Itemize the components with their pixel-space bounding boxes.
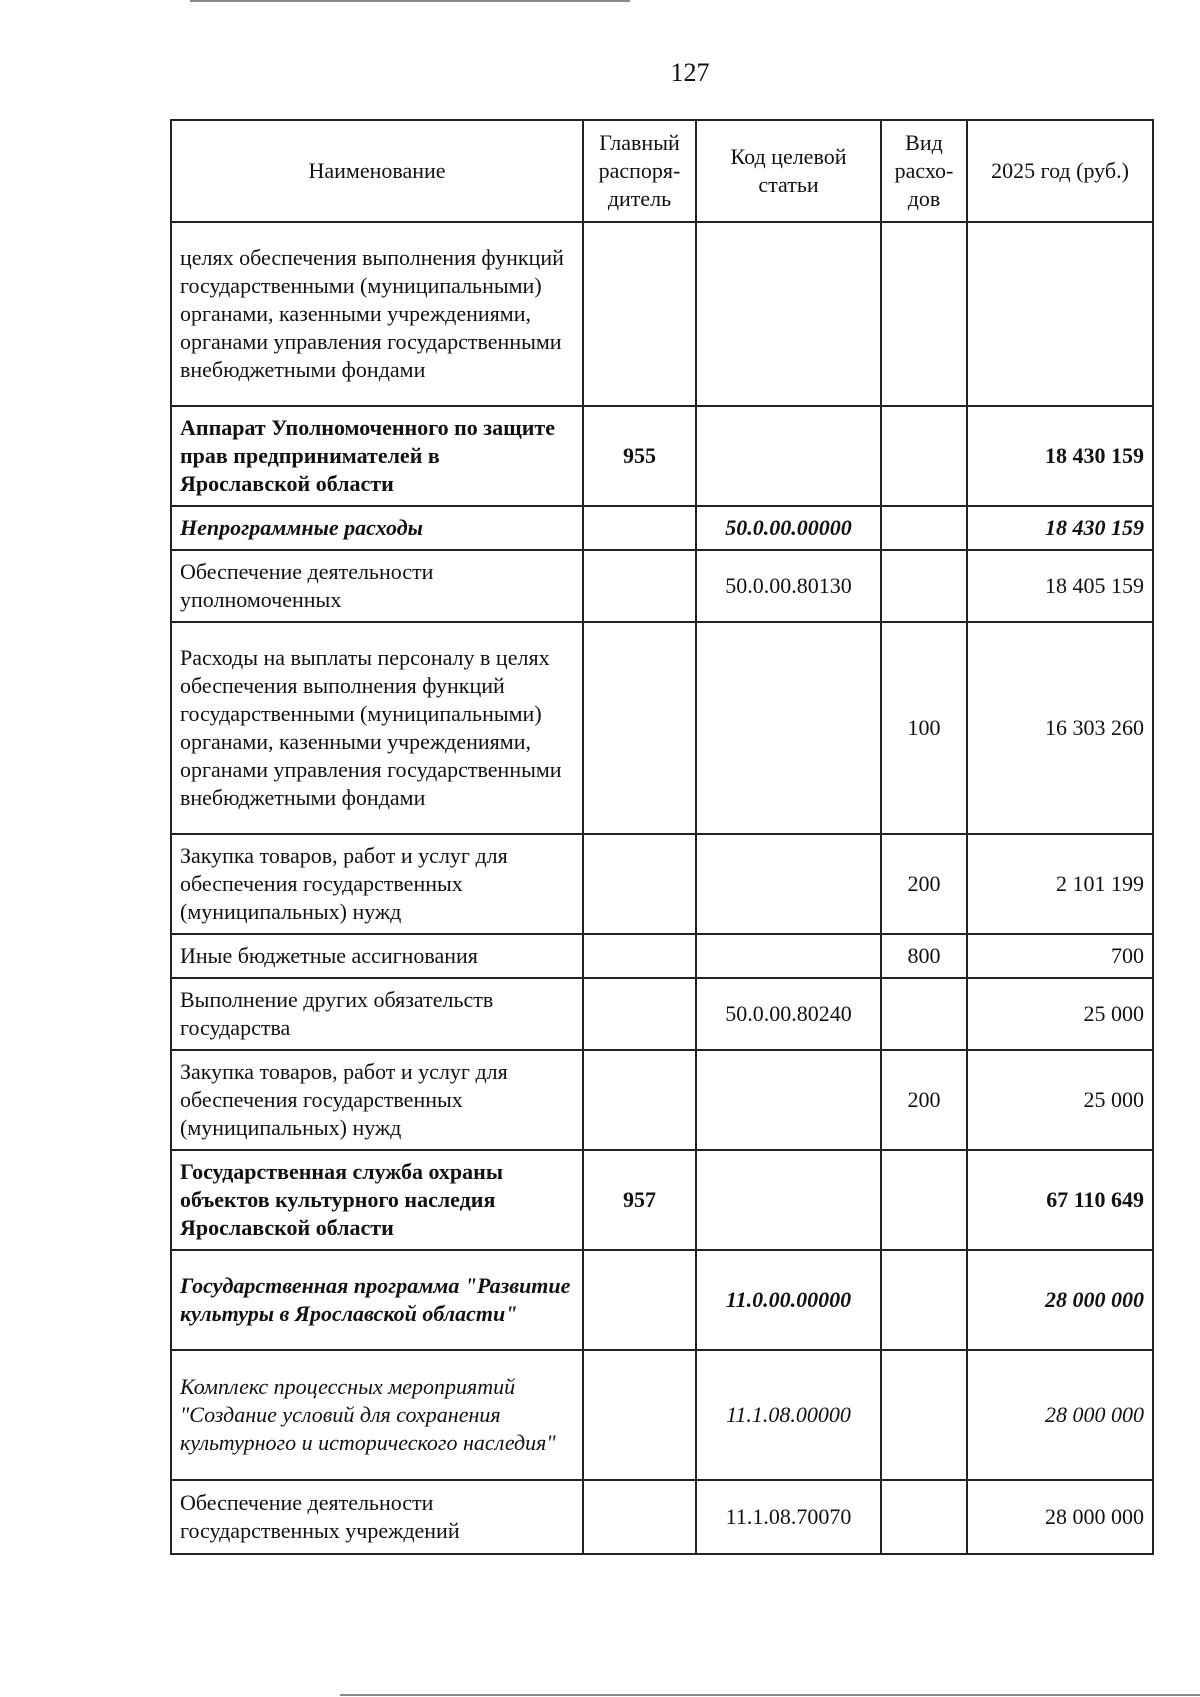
scan-edge-bottom [340,1694,1200,1696]
table-row [171,934,1153,978]
cell-code [696,222,881,406]
cell-code [696,834,881,934]
cell-name: Обеспечение деятельности государственных учреждений [171,1480,583,1554]
cell-code: 11.1.08.70070 [696,1480,881,1554]
cell-admin [583,550,696,622]
cell-admin [583,1350,696,1480]
table-body [171,222,1153,1554]
cell-type [881,1480,967,1554]
cell-type: 800 [881,934,967,978]
column-header-name: Наименование [171,120,583,222]
cell-admin [583,1050,696,1150]
table-row [171,622,1153,834]
cell-admin: 955 [583,406,696,506]
table-row [171,834,1153,934]
cell-code [696,622,881,834]
cell-admin [583,506,696,550]
cell-type [881,406,967,506]
scan-edge-top [190,0,630,2]
cell-code [696,1050,881,1150]
cell-admin [583,1480,696,1554]
cell-code: 50.0.00.00000 [696,506,881,550]
table-row [171,222,1153,406]
cell-code [696,934,881,978]
cell-type [881,506,967,550]
cell-name: Закупка товаров, работ и услуг для обеспечения государственных (муниципальных) нужд [171,834,583,934]
table-row [171,1480,1153,1554]
cell-amount: 16 303 260 [967,622,1153,834]
cell-type [881,978,967,1050]
cell-name: Выполнение других обязательств государства [171,978,583,1050]
table-row [171,978,1153,1050]
table-row [171,550,1153,622]
table-row [171,1250,1153,1350]
cell-amount: 67 110 649 [967,1150,1153,1250]
cell-amount: 18 430 159 [967,506,1153,550]
cell-type: 100 [881,622,967,834]
cell-amount: 700 [967,934,1153,978]
cell-amount: 18 430 159 [967,406,1153,506]
cell-type [881,1350,967,1480]
cell-code: 11.0.00.00000 [696,1250,881,1350]
page-number: 127 [670,58,710,87]
cell-type: 200 [881,834,967,934]
cell-amount: 2 101 199 [967,834,1153,934]
cell-type [881,550,967,622]
cell-name: Иные бюджетные ассигнования [171,934,583,978]
cell-admin [583,1250,696,1350]
cell-admin [583,622,696,834]
table-row [171,1050,1153,1150]
cell-admin [583,222,696,406]
cell-admin [583,934,696,978]
cell-code [696,1150,881,1250]
cell-code [696,406,881,506]
cell-name: Аппарат Уполномоченного по защите прав предпринимателей в Ярославской области [171,406,583,506]
cell-name: Государственная программа "Развитие культуры в Ярославской области" [171,1250,583,1350]
cell-code: 11.1.08.00000 [696,1350,881,1480]
cell-type: 200 [881,1050,967,1150]
cell-code: 50.0.00.80240 [696,978,881,1050]
column-header-amount: 2025 год (руб.) [967,120,1153,222]
table-row [171,1150,1153,1250]
cell-name: Государственная служба охраны объектов культурного наследия Ярославской области [171,1150,583,1250]
table-row [171,406,1153,506]
cell-code: 50.0.00.80130 [696,550,881,622]
table-row [171,506,1153,550]
cell-name: Расходы на выплаты персоналу в целях обеспечения выполнения функций государственными (муниципальными) органами, казенными учреждениями, органами управления государственными внебюджетными фондами [171,622,583,834]
cell-amount: 28 000 000 [967,1480,1153,1554]
cell-name: Непрограммные расходы [171,506,583,550]
cell-admin [583,978,696,1050]
cell-admin [583,834,696,934]
cell-name: Закупка товаров, работ и услуг для обеспечения государственных (муниципальных) нужд [171,1050,583,1150]
budget-table [170,119,1154,1555]
column-header-admin: Главный распоря-дитель [583,120,696,222]
column-header-type: Вид расхо-дов [881,120,967,222]
cell-amount: 18 405 159 [967,550,1153,622]
cell-name: Комплекс процессных мероприятий "Создание условий для сохранения культурного и исторического наследия" [171,1350,583,1480]
cell-type [881,1150,967,1250]
cell-amount: 28 000 000 [967,1350,1153,1480]
cell-amount [967,222,1153,406]
table-header-row [171,120,1153,222]
cell-amount: 25 000 [967,978,1153,1050]
cell-type [881,222,967,406]
cell-amount: 25 000 [967,1050,1153,1150]
cell-name: целях обеспечения выполнения функций государственными (муниципальными) органами, казенными учреждениями, органами управления государственными внебюджетными фондами [171,222,583,406]
cell-type [881,1250,967,1350]
cell-name: Обеспечение деятельности уполномоченных [171,550,583,622]
table-row [171,1350,1153,1480]
cell-admin: 957 [583,1150,696,1250]
cell-amount: 28 000 000 [967,1250,1153,1350]
column-header-code: Код целевой статьи [696,120,881,222]
